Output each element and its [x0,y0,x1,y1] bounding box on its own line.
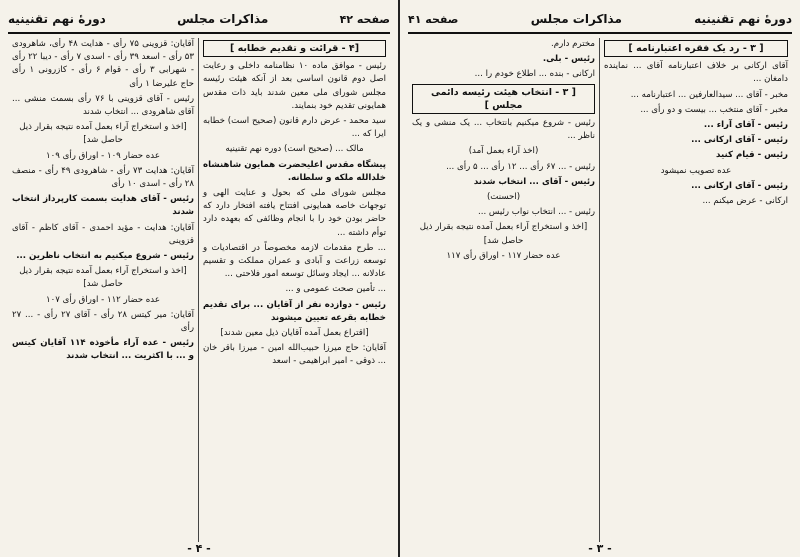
left-page-number: صفحه ۴۲ [339,12,390,26]
left-page-footer: - ۴ - [187,542,211,555]
paragraph: ارکانی - عرض میکنم ... [702,196,788,207]
paragraph: رئیس - دوازده نفر از آقایان ... برای تقدیم خطابه بقرعه تعیین میشوند [203,299,386,323]
left-page-columns [8,38,390,542]
paragraph: عده حضار ۱۱۲ - اوراق رأی ۱۰۷ [46,294,160,305]
paragraph: رئیس - آقای ... انتخاب شدند [473,176,595,187]
paragraph: آقایان: حاج میرزا حبیب‌الله امین - میرزا باقر خان ... ذوقی - امیر ابراهیمی - اسعد [203,343,386,367]
right-page [400,0,800,557]
left-page-col-right [199,38,390,542]
right-page-col-left [408,38,600,542]
paragraph: رئیس - آقای ارکانی ... [691,135,788,146]
paragraph: رئیس - قیام کنید [715,150,788,161]
paragraph: آقایان: میر کیتس ۲۸ رأی - آقای ۲۷ رأی - ... ۲۷ رأی [12,309,194,334]
paragraph: پیشگاه مقدس اعلیحضرت همایون شاهنشاه خلدالله ملکه و سلطانه. [203,159,386,183]
paragraph: رئیس - بلی. [542,54,595,65]
right-page-number: صفحه ۴۱ [408,12,459,26]
paragraph: آقای ارکانی بر خلاف اعتبارنامه آقای ... نماینده دامغان ... [604,61,788,85]
right-page-footer: - ۳ - [588,542,612,555]
paragraph: رئیس - آقای قزوینی با ۷۶ رأی بسمت منشی ... آقای شاهرودی ... انتخاب شدند [12,93,194,118]
paragraph: رئیس - ... انتخاب نواب رئیس ... [477,207,595,218]
paragraph: رئیس - عده آراء مأخوذه ۱۱۴ آقایان کیتس و ... با اکثریت ... انتخاب شدند [12,338,195,362]
paragraph: رئیس - موافق ماده ۱۰ نظامنامه داخلی و رعایت اصل دوم قانون اساسی بعد از آنکه هیئت رئیسه مجلس شورای ملی معین شدند باید ذات مقدس همایونی تقدیم خود بنمایند. [203,61,386,111]
right-page-session: دورهٔ نهم تقنینیه [694,12,792,26]
section-heading: [ ۳ - رد یک فقره اعتبارنامه ] [604,40,788,57]
paragraph: مجلس شورای ملی که بحول و عنایت الهی و توجهات خاصه همایونی افتتاح یافته افتخار دارد که حاضر بودن خود را با انجام وظائفی که بعهده دارد توأم داشته ... [203,188,386,238]
right-page-col-right [600,38,792,542]
paragraph: [اقتراع بعمل آمده آقایان ذیل معین شدند] [220,328,369,339]
right-page-title: مذاکرات مجلس [530,12,622,26]
left-page-col-left [8,38,199,542]
paragraph: مخبر - آقای ... سیدالعارفین ... اعتبارنامه ... [630,89,788,100]
paragraph: آقایان: هدایت - مؤید احمدی - آقای کاظم - آقای قزوینی [12,222,194,246]
paragraph: آقایان: قزوینی ۷۵ رأی - هدایت ۴۸ رأی، شاهرودی ۵۳ رأی - اسعد ۳۹ رأی - اسدی ۷ رأی - دیبا ۲۲ رأی - شهرابی ۳ رأی - قوام ۶ رأی - کازرونی ۱ رأی حاج علیرضا ۱ رأی [12,39,194,89]
paragraph: ... تأمین صحت عمومی و ... [285,284,386,295]
paragraph: رئیس - آقای آراء ... [703,120,788,131]
section-heading: [ ۳ - انتخاب هیئت رئیسه دائمی مجلس ] [412,84,595,114]
paragraph: (احسنت) [486,192,521,203]
left-page-header [8,6,390,34]
paragraph: مخترم دارم. [551,39,595,49]
paragraph: رئیس - شروع میکنیم به انتخاب ناظرین ... [16,251,194,262]
paragraph: رئیس - آقای هدایت بسمت کارپرداز انتخاب شدند [12,194,194,218]
paragraph: مخبر - آقای منتخب ... بیست و دو رأی ... [640,104,788,115]
paragraph: (اخذ آراء بعمل آمد) [468,146,539,157]
left-page-title: مذاکرات مجلس [177,12,269,26]
paragraph: ... طرح مقدمات لازمه مخصوصاً در اقتصادیات و توسعه زراعت و آبادی و عمران مملکت و تقسیم عادلانه ... ایجاد وسائل توسعه امور فلاحتی ... [203,242,386,280]
right-page-columns [408,38,792,542]
section-heading: [۴ - قرائت و تقدیم خطابه ] [203,40,386,57]
paragraph: ارکانی - بنده ... اطلاع خودم را ... [474,69,595,80]
paragraph: عده تصویب نمیشود [660,165,732,176]
paragraph: مالک ... (صحیح است) دوره نهم تقنینیه [225,144,364,155]
paragraph: رئیس - شروع میکنیم بانتخاب ... یک منشی و یک ناظر ... [412,118,595,142]
paragraph: سید محمد - عرض دارم قانون (صحیح است) خطابه ایرا که ... [203,116,386,140]
paragraph: عده حضار ۱۰۹ - اوراق رأی ۱۰۹ [46,150,160,161]
paragraph: عده حضار ۱۱۷ - اوراق رأی ۱۱۷ [446,250,561,261]
paragraph: [اخذ و استخراج آراء بعمل آمده نتیجه بقرار ذیل حاصل شد] [419,222,588,246]
right-page-header [408,6,792,34]
paragraph: آقایان: هدایت ۷۳ رأی - شاهرودی ۴۹ رأی - منصف ۲۸ رأی - اسدی ۱۰ رأی [12,165,194,190]
paragraph: [اخذ و استخراج آراء بعمل آمده نتیجه بقرار ذیل حاصل شد] [19,266,187,290]
left-page-session: دورهٔ نهم تقنینیه [8,12,106,26]
paragraph: رئیس - ... ۶۷ رأی ... ۱۲ رأی ... ۵ رأی ... [446,161,595,172]
paragraph: رئیس - آقای ارکانی ... [691,180,788,191]
paragraph: [اخذ و استخراج آراء بعمل آمده نتیجه بقرار ذیل حاصل شد] [19,122,187,146]
